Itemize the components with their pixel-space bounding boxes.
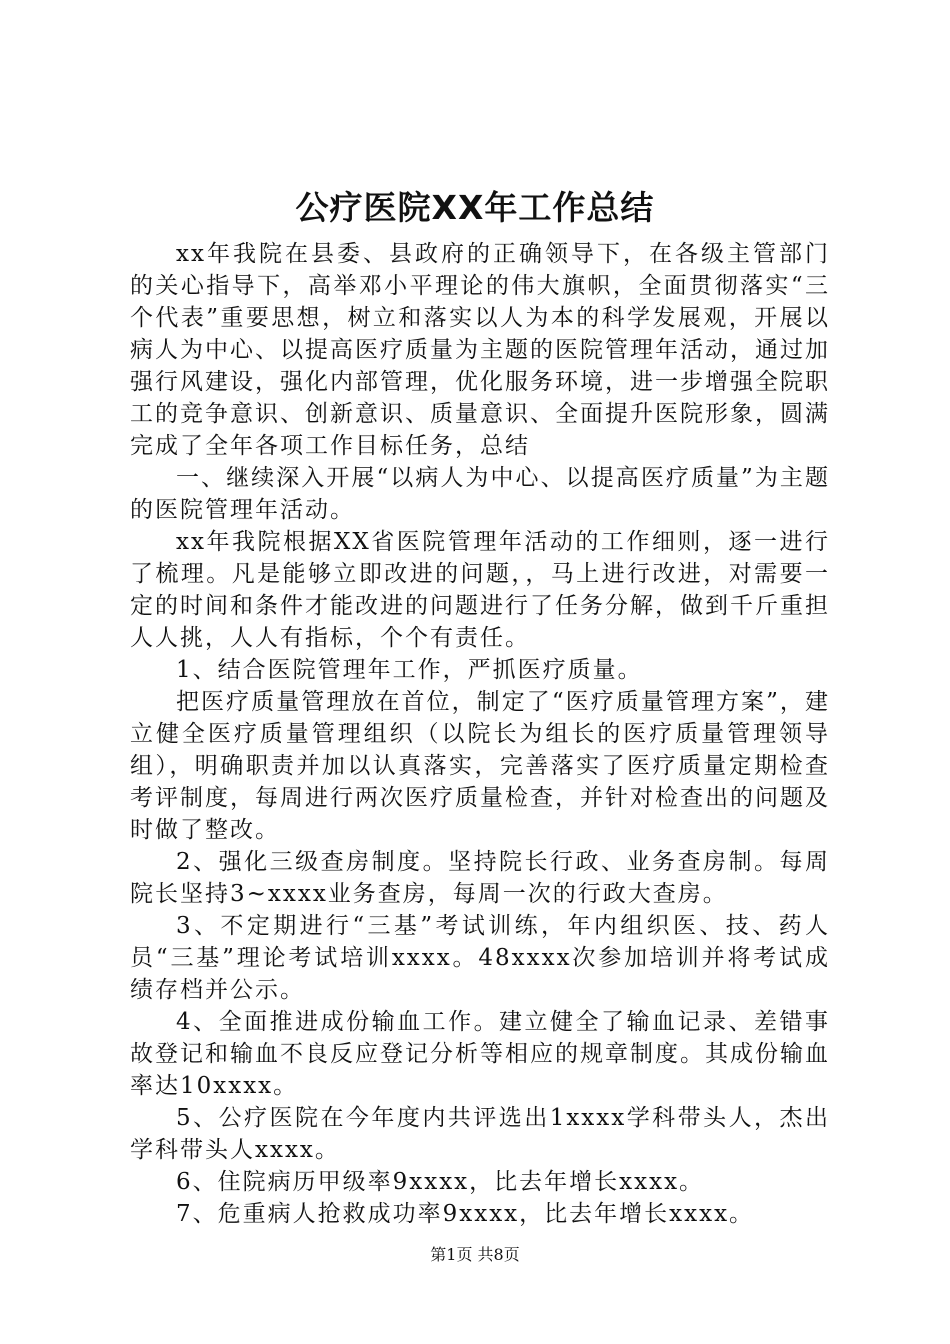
paragraph-section-1-body: xx年我院根据XX省医院管理年活动的工作细则，逐一进行了梳理。凡是能够立即改进的问题，，马上进行改进，对需要一定的时间和条件才能改进的问题进行了任务分解，做到千斤重担人人挑，人人有指标，个个有责任。 [130,529,830,651]
paragraph-item-5: 5、公疗医院在今年度内共评选出1xxxx学科带头人，杰出学科带头人xxxx。 [130,1105,830,1163]
paragraph-item-2: 2、强化三级查房制度。坚持院长行政、业务查房制。每周院长坚持3~xxxx业务查房，每周一次的行政大查房。 [130,849,830,907]
paragraph-item-1-heading: 1、结合医院管理年工作，严抓医疗质量。 [176,657,643,683]
paragraph-intro: xx年我院在县委、县政府的正确领导下，在各级主管部门的关心指导下，高举邓小平理论的伟大旗帜，全面贯彻落实“三个代表”重要思想，树立和落实以人为本的科学发展观，开展以病人为中心、以提高医疗质量为主题的医院管理年活动，通过加强行风建设，强化内部管理，优化服务环境，进一步增强全院职工的竞争意识、创新意识、质量意识、全面提升医院形象，圆满完成了全年各项工作目标任务，总结 [130,241,830,459]
paragraph-item-6: 6、住院病历甲级率9xxxx，比去年增长xxxx。 [176,1169,705,1195]
paragraph-item-1-body: 把医疗质量管理放在首位，制定了“医疗质量管理方案”，建立健全医疗质量管理组织（以院长为组长的医疗质量管理领导组），明确职责并加以认真落实，完善落实了医疗质量定期检查考评制度，每周进行两次医疗质量检查，并针对检查出的问题及时做了整改。 [130,689,830,843]
document-title: 公疗医院XX年工作总结 [295,188,655,227]
page-footer: 第1页 共8页 [430,1245,520,1264]
document-body [130,238,830,1230]
paragraph-item-4: 4、全面推进成份输血工作。建立健全了输血记录、差错事故登记和输血不良反应登记分析等相应的规章制度。其成份输血率达10xxxx。 [130,1009,830,1099]
paragraph-item-3: 3、不定期进行“三基”考试训练，年内组织医、技、药人员“三基”理论考试培训xxxx。48xxxx次参加培训并将考试成绩存档并公示。 [130,913,830,1003]
paragraph-section-1-heading: 一、继续深入开展“以病人为中心、以提高医疗质量”为主题的医院管理年活动。 [130,465,830,523]
paragraph-item-7: 7、危重病人抢救成功率9xxxx，比去年增长xxxx。 [176,1201,755,1227]
